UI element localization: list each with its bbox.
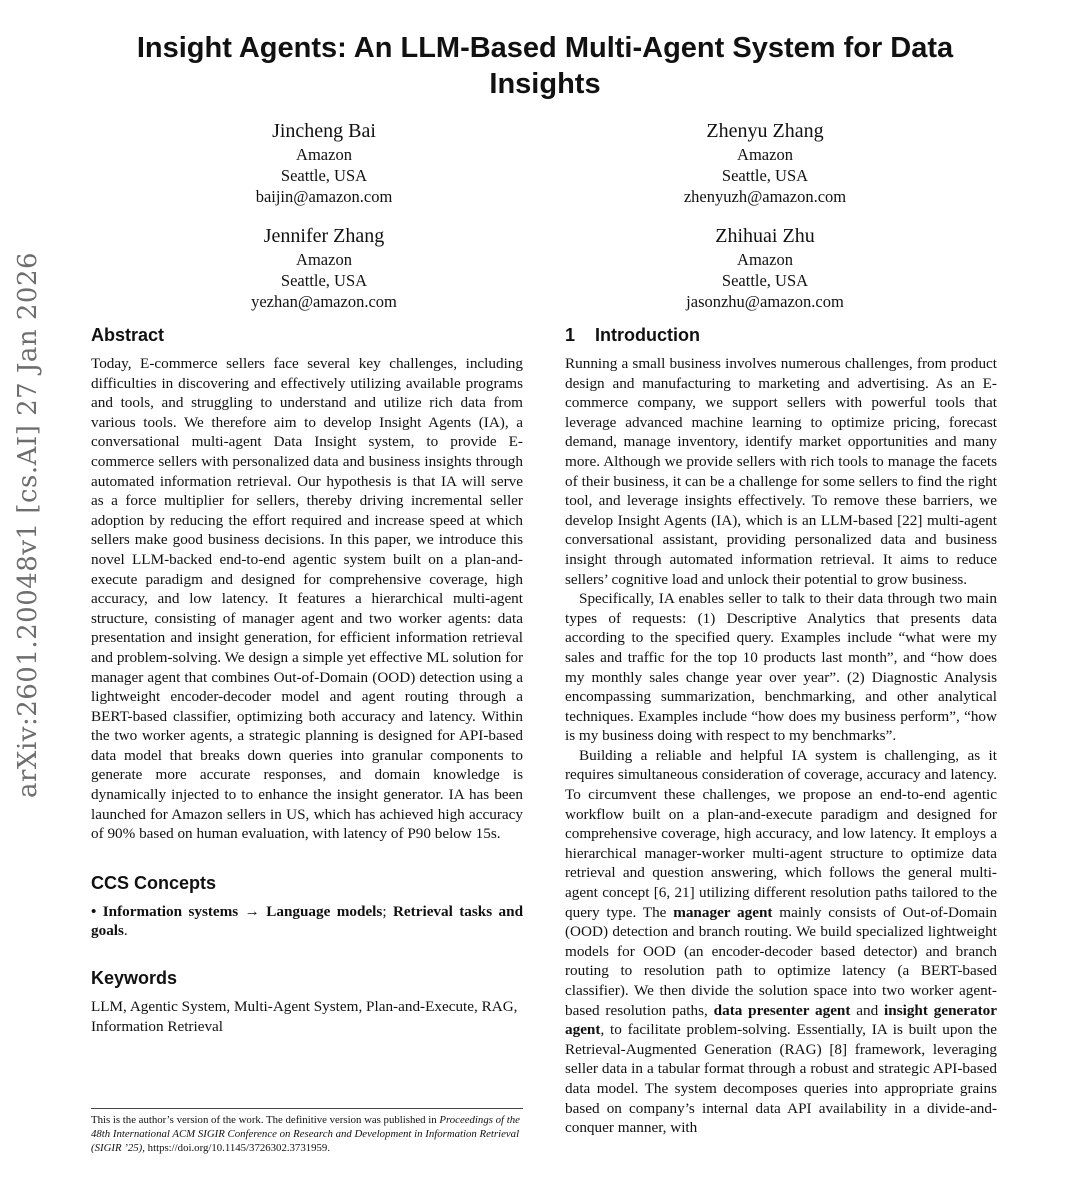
author-location: Seattle, USA <box>280 271 368 290</box>
author-location: Seattle, USA <box>721 166 809 185</box>
bold-term: manager agent <box>673 903 773 921</box>
ccs-arrow: → <box>244 902 260 920</box>
left-column <box>91 322 523 1036</box>
intro-paragraph: Specifically, IA enables seller to talk to their data through two main types of requests: (1) Descriptive Analytics that presents data according to the specified query. Examples include “what were my sales and traffic for the top 10 products last month”, and “how does my monthly sales change year over year”. (2) Diagnostic Analysis encompassing summarization, benchmarking, and other analytical techniques. Examples include “how does my business perform”, “how is my business doing with respect to my benchmarks”. <box>565 590 997 745</box>
author-email: jasonzhu@amazon.com <box>686 292 844 311</box>
ccs-item: Information systems <box>102 902 239 920</box>
paper-title: Insight Agents: An LLM-Based Multi-Agent System for Data Insights <box>136 32 954 100</box>
keywords-heading: Keywords <box>91 968 178 989</box>
bold-term: data presenter agent <box>713 1001 851 1019</box>
ccs-item: Retrieval tasks and goals <box>91 902 524 940</box>
author-name: Jennifer Zhang <box>263 225 385 247</box>
author-email: baijin@amazon.com <box>255 187 393 206</box>
author-block <box>174 223 474 312</box>
copyright-footnote <box>91 1108 523 1155</box>
author-location: Seattle, USA <box>721 271 809 290</box>
intro-paragraph <box>565 746 997 1138</box>
text-run: , to facilitate problem-solving. Essentially, IA is built upon the Retrieval-Augmented Generation (RAG) [8] framework, leveraging seller data in a tabular format through a robust and strategic API-based data model. The system decomposes queries into appropriate grains based on company’s internal data API availability in a divide-and-conquer manner, with <box>565 1021 997 1137</box>
right-column <box>565 322 997 1138</box>
arxiv-sidebar-stamp: arXiv:2601.20048v1 [cs.AI] 27 Jan 2026 <box>13 251 43 798</box>
footnote-doi: https://doi.org/10.1145/3726302.3731959. <box>147 1142 331 1154</box>
author-email: zhenyuzh@amazon.com <box>683 187 847 206</box>
abstract-heading: Abstract <box>91 325 165 345</box>
author-block <box>615 118 915 207</box>
author-org: Amazon <box>296 145 352 164</box>
author-location: Seattle, USA <box>280 166 368 185</box>
author-email: yezhan@amazon.com <box>251 292 397 311</box>
abstract-text: Today, E-commerce sellers face several key challenges, including difficulties in discovering and effectively utilizing available programs and tools, and struggling to understand and utilize rich data from various tools. We therefore aim to develop Insight Agents (IA), a conversational multi-agent Data Insight system, to provide E-commerce sellers with personalized data and business insights through automated information retrieval. Our hypothesis is that IA will serve as a force multiplier for sellers, thereby driving incremental seller adoption by reducing the effort required and increase speed at which sellers make good business decisions. In this paper, we introduce this novel LLM-backed end-to-end agentic system built on a plan-and-execute paradigm and designed for comprehensive coverage, high accuracy, and low latency. It features a hierarchical multi-agent structure, consisting of manager agent and two worker agents: data presentation and insight generation, for efficient information retrieval and problem-solving. We design a simple yet effective ML solution for manager agent that combines Out-of-Domain (OOD) detection using a lightweight encoder-decoder model and agent routing through a BERT-based classifier, optimizing both accuracy and latency. Within the two worker agents, a strategic planning is designed for API-based data model that breaks down queries into granular components to generate more accurate responses, and domain knowledge is dynamically injected to to enhance the insight generator. IA has been launched for Amazon sellers in US, which has achieved high accuracy of 90% based on human evaluation, with latency of P90 below 15s. <box>91 355 523 843</box>
text-run: mainly consists of Out-of-Domain (OOD) detection and branch routing. We build specialized lightweight models for OOD (an encoder-decoder based detector) and branch routing to resolution path to optimize latency (a BERT-based classifier). We then divide the solution space into two worker agent-based resolution paths, <box>565 903 997 1019</box>
introduction-heading: 1 Introduction <box>565 325 700 345</box>
author-name: Zhihuai Zhu <box>715 225 815 247</box>
author-block <box>174 118 474 207</box>
ccs-concepts <box>91 902 523 941</box>
text-run: and <box>856 1001 879 1019</box>
author-org: Amazon <box>296 250 352 269</box>
author-org: Amazon <box>737 250 793 269</box>
author-name: Zhenyu Zhang <box>706 120 824 142</box>
text-run: Building a reliable and helpful IA system is challenging, as it requires simultaneous consideration of coverage, accuracy and latency. To circumvent these challenges, we propose an end-to-end agentic workflow built on a plan-and-execute paradigm and designed for comprehensive coverage, high accuracy, and low latency. It employs a hierarchical manager-worker multi-agent structure to optimize data retrieval and question answering, which follows the general multi-agent concept [6, 21] utilizing different resolution paths tailored to the query type. The <box>565 746 997 921</box>
ccs-item: Language models <box>266 902 383 920</box>
author-org: Amazon <box>737 145 793 164</box>
author-block <box>615 223 915 312</box>
footnote-venue: Proceedings of the 48th International ACM SIGIR Conference on Research and Development in Information Retrieval (SIGIR ’25), <box>91 1114 520 1154</box>
ccs-heading: CCS Concepts <box>91 872 217 893</box>
bold-term: insight generator agent <box>565 1001 998 1039</box>
ccs-end: . <box>123 922 128 940</box>
keywords-text: LLM, Agentic System, Multi-Agent System, Plan-and-Execute, RAG, Information Retrieval <box>91 998 518 1035</box>
ccs-bullet: • <box>91 902 97 920</box>
intro-paragraph: Running a small business involves numerous challenges, from product design and manufacturing to marketing and advertising. As an E-commerce company, we support sellers with powerful tools that leverage advanced machine learning to optimize pricing, forecast demand, manage inventory, identify market opportunities and many more. Although we provide sellers with rich tools to manage the facets of their business, it can be a challenge for some sellers to find the right tool, and leverage insights effectively. To remove these barriers, we develop Insight Agents (IA), which is an LLM-based [22] multi-agent conversational assistant, providing personalized data and business insight through automated information retrieval. It aims to reduce sellers’ cognitive load and unlock their potential to grow business. <box>565 355 997 588</box>
author-name: Jincheng Bai <box>272 120 376 142</box>
ccs-separator: ; <box>382 902 387 920</box>
footnote-line: This is the author’s version of the work. The definitive version was published in <box>91 1114 437 1126</box>
